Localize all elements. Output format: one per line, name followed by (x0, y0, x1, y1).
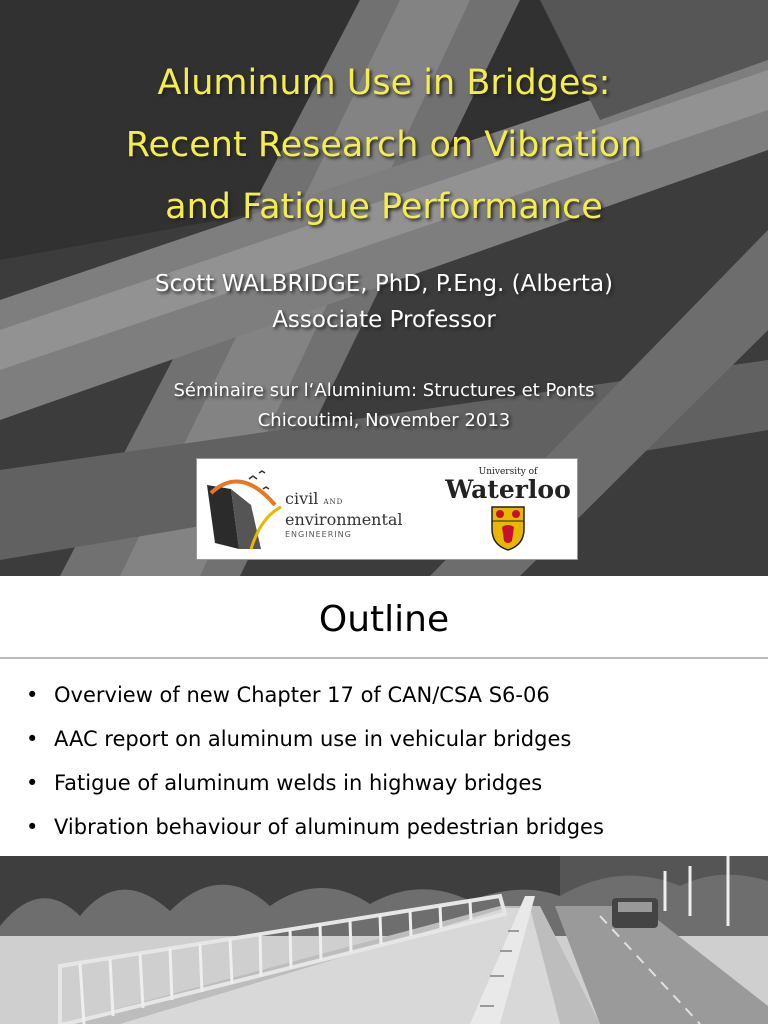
author-block (0, 266, 768, 338)
title-line-2: Recent Research on Vibration (125, 125, 643, 165)
bullet-icon: • (26, 771, 39, 795)
bullet-icon: • (26, 683, 39, 707)
presentation-title (0, 52, 768, 238)
list-item (26, 673, 604, 717)
civil-word: civil (285, 489, 319, 508)
list-item-text: Overview of new Chapter 17 of CAN/CSA S6-06 (54, 683, 550, 707)
bullet-icon: • (26, 815, 39, 839)
civil-engineering-logo-icon (201, 465, 285, 555)
event-location-date: Chicoutimi, November 2013 (257, 410, 511, 431)
outline-slide (0, 577, 768, 1024)
waterloo-text: Waterloo (445, 475, 571, 504)
author-position: Associate Professor (272, 307, 496, 333)
environmental-word: environmental (285, 510, 403, 529)
event-name: Séminaire sur l‘Aluminium: Structures et Ponts (173, 380, 595, 401)
list-item (26, 761, 604, 805)
title-line-3: and Fatigue Performance (165, 187, 603, 227)
civil-logo-text (285, 491, 403, 539)
logos-box (196, 458, 578, 560)
list-item (26, 805, 604, 849)
outline-heading: Outline (318, 599, 450, 640)
bullet-icon: • (26, 727, 39, 751)
waterloo-logo (443, 467, 573, 551)
university-of-text: University of (478, 467, 538, 477)
engineering-word: ENGINEERING (285, 530, 352, 539)
list-item-text: AAC report on aluminum use in vehicular bridges (54, 727, 572, 751)
list-item-text: Vibration behaviour of aluminum pedestrian bridges (54, 815, 604, 839)
pedestrian-bridge-photo (0, 856, 768, 1024)
author-name: Scott WALBRIDGE, PhD, P.Eng. (Alberta) (154, 271, 614, 297)
list-item (26, 717, 604, 761)
and-word: AND (323, 498, 344, 506)
event-block (0, 376, 768, 436)
outline-list (26, 673, 604, 849)
heading-divider (0, 657, 768, 659)
title-line-1: Aluminum Use in Bridges: (157, 63, 611, 103)
waterloo-shield-icon (490, 505, 526, 551)
list-item-text: Fatigue of aluminum welds in highway bridges (54, 771, 543, 795)
